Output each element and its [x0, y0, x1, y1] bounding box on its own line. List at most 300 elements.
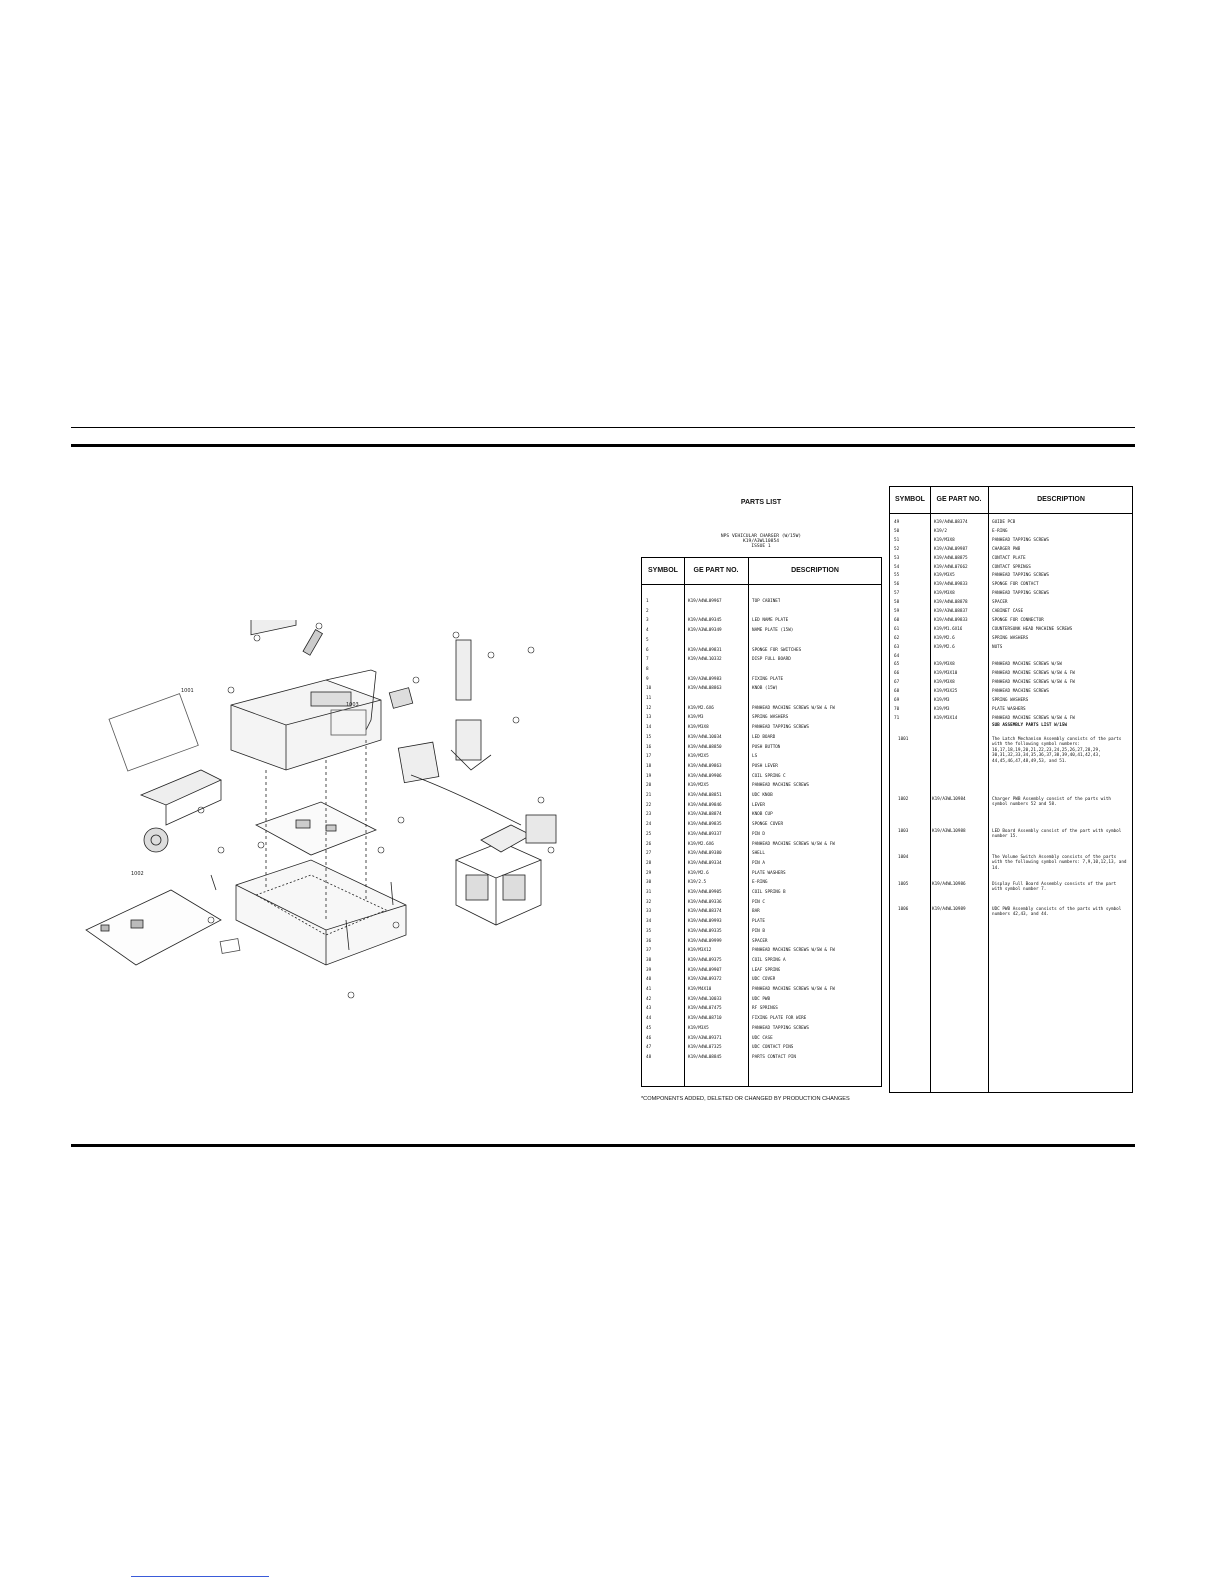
part-number-cell: K19/A4WL08878	[934, 600, 968, 606]
symbol-cell: 9	[646, 676, 649, 682]
header-description: DESCRIPTION	[1037, 496, 1085, 503]
part-number-cell: K19/M1.6X16	[934, 626, 963, 632]
description-cell: RF SPRINGS	[752, 1006, 778, 1012]
part-number-cell: K19/M2.6	[934, 635, 955, 641]
sub-description-cell: Charger PWB Assembly consist of the parts with symbol numbers 52 and 58.	[992, 797, 1111, 808]
symbol-cell: 70	[894, 706, 900, 712]
sub-description-cell: The Volume Switch Assembly consists of the parts with the following symbol numbers: 7,9,10,12,13, and 14.	[992, 855, 1127, 871]
description-cell: PANHEAD TAPPING SCREWS	[992, 573, 1049, 579]
symbol-cell: 57	[894, 591, 900, 597]
part-number-cell: K19/M3X8	[934, 537, 955, 543]
sub-part-number-cell: K19/A4WL10986	[932, 882, 966, 887]
symbol-cell: 65	[894, 662, 900, 668]
part-number-cell: K19/M2.6	[934, 644, 955, 650]
part-number-cell: K19/A4WL09846	[688, 802, 722, 808]
description-cell: PANHEAD MACHINE SCREWS	[752, 783, 809, 789]
table-row	[890, 706, 1132, 714]
description-cell: PLATE	[752, 919, 765, 925]
description-cell: COIL SPRING C	[752, 773, 786, 779]
table-row	[642, 714, 881, 722]
description-cell: SPONGE FOR CONTACT	[992, 582, 1039, 588]
part-number-cell: K19/A4WL09993	[688, 919, 722, 925]
symbol-cell: 32	[646, 899, 652, 905]
table-row	[642, 870, 881, 878]
symbol-cell: 10	[646, 686, 652, 692]
table-row	[642, 656, 881, 664]
part-number-cell: K19/A4WL09336	[688, 899, 722, 905]
table-row	[890, 537, 1132, 545]
symbol-cell: 19	[646, 773, 652, 779]
table-row	[890, 590, 1132, 598]
symbol-cell: 56	[894, 582, 900, 588]
description-cell: PLATE WASHERS	[992, 706, 1026, 712]
table-row	[890, 572, 1132, 580]
description-cell: E-RING	[992, 528, 1008, 534]
header-part-no: GE PART NO.	[693, 567, 739, 574]
part-number-cell: K19/2.5	[688, 880, 707, 886]
symbol-cell: 8	[646, 666, 649, 672]
header-symbol: SYMBOL	[895, 496, 925, 503]
symbol-cell: 67	[894, 680, 900, 686]
table-row	[890, 608, 1132, 616]
table-row	[642, 928, 881, 936]
table-row	[642, 666, 881, 674]
symbol-cell: 34	[646, 919, 652, 925]
parts-list-subtitle-2: K19/A3WL10854	[743, 539, 779, 544]
part-number-cell: K19/A4WL10034	[688, 734, 722, 740]
symbol-cell: 21	[646, 793, 652, 798]
part-number-cell: K19/A4WL09375	[688, 957, 722, 963]
description-cell: PIN D	[752, 831, 765, 837]
description-cell: PANHEAD MACHINE SCREWS W/SW & FW	[992, 680, 1075, 686]
description-cell: PARTS CONTACT PIN	[752, 1054, 796, 1060]
description-cell: DISP FULL BOARD	[752, 657, 791, 663]
description-cell: PANHEAD MACHINE SCREWS W/SW & FW	[752, 705, 835, 711]
part-number-cell: K19/M3X5	[688, 1025, 709, 1031]
table-row	[642, 967, 881, 975]
description-cell: GUIDE PCB	[992, 520, 1016, 525]
table-row	[642, 841, 881, 849]
symbol-cell: 66	[894, 671, 900, 677]
symbol-cell: 26	[646, 841, 652, 847]
sub-symbol-cell: 1004	[898, 855, 909, 860]
description-cell: NAME PLATE (15W)	[752, 628, 794, 634]
table-row	[642, 598, 881, 606]
symbol-cell: 59	[894, 609, 900, 614]
description-cell: LEAF SPRING	[752, 967, 781, 973]
sub-symbol-cell: 1001	[898, 737, 909, 742]
exploded-view-diagram	[71, 620, 601, 1015]
callout-1004: 1001	[181, 688, 194, 694]
symbol-cell: 3	[646, 618, 649, 624]
description-cell: UDC KNOB	[752, 793, 773, 798]
table-row	[890, 688, 1132, 696]
part-number-cell: K19/A4WL09999	[688, 938, 722, 944]
symbol-cell: 46	[646, 1035, 652, 1041]
symbol-cell: 17	[646, 754, 652, 760]
table-row	[890, 564, 1132, 572]
table-row	[890, 635, 1132, 643]
table-row	[890, 528, 1132, 536]
table-row	[890, 581, 1132, 589]
table-row	[642, 753, 881, 761]
header-description: DESCRIPTION	[791, 567, 839, 574]
description-cell: TOP CABINET	[752, 599, 781, 604]
description-cell: LED BOARD	[752, 734, 776, 740]
table-row	[642, 996, 881, 1004]
symbol-cell: 38	[646, 957, 652, 963]
table-row	[890, 555, 1132, 563]
sub-description-cell: UDC PWB Assembly consists of the parts with symbol numbers 42,43, and 44.	[992, 907, 1122, 918]
description-cell: SPONGE FOR SWITCHES	[752, 647, 802, 653]
sub-part-number-cell: K19/A3WL10988	[932, 829, 966, 834]
part-number-cell: K19/A3WL09987	[934, 546, 968, 552]
table-row	[642, 850, 881, 858]
part-number-cell: K19/M2.6X6	[688, 841, 714, 847]
symbol-cell: 58	[894, 600, 900, 606]
symbol-cell: 63	[894, 644, 900, 650]
symbol-cell: 27	[646, 851, 652, 857]
description-cell: CABINET CASE	[992, 609, 1024, 614]
symbol-cell: 45	[646, 1025, 652, 1031]
part-number-cell: K19/A3WL09371	[688, 1035, 722, 1041]
table-row	[642, 608, 881, 616]
table-row	[642, 860, 881, 868]
symbol-cell: 22	[646, 802, 652, 808]
sub-part-number-cell: K19/A3WL10984	[932, 797, 966, 802]
table-row	[642, 899, 881, 907]
description-cell: COUNTERSUNK HEAD MACHINE SCREWS	[992, 626, 1073, 632]
table-row	[642, 734, 881, 742]
description-cell: LEVER	[752, 802, 765, 808]
table-row	[642, 986, 881, 994]
symbol-cell: 30	[646, 880, 652, 886]
symbol-cell: 18	[646, 763, 652, 769]
table-row	[642, 1025, 881, 1033]
table-row	[642, 831, 881, 839]
description-cell: E-RING	[752, 880, 768, 886]
parts-list-left	[641, 480, 881, 1110]
table-row	[642, 1054, 881, 1062]
part-number-cell: K19/A4WL09334	[688, 860, 722, 866]
symbol-cell: 36	[646, 938, 652, 944]
part-number-cell: K19/A4WL09345	[688, 618, 722, 624]
sub-symbol-cell: 1003	[898, 829, 909, 834]
part-number-cell: K19/M3X14	[934, 715, 958, 721]
part-number-cell: K19/A3WL08837	[934, 609, 968, 614]
symbol-cell: 51	[894, 537, 900, 543]
part-number-cell: K19/M2.6X6	[688, 705, 714, 711]
description-cell: SPRING WASHERS	[992, 635, 1029, 641]
description-cell: UDC COVER	[752, 977, 776, 983]
part-number-cell: K19/M3	[934, 706, 950, 712]
symbol-cell: 12	[646, 705, 652, 711]
symbol-cell: 35	[646, 928, 652, 934]
part-number-cell: K19/A4WL10332	[688, 657, 722, 663]
table-row	[890, 617, 1132, 625]
table-header	[890, 487, 1132, 514]
svg-text:1002: 1002	[131, 871, 144, 877]
description-cell: SPRING WASHERS	[992, 698, 1029, 703]
table-row	[642, 792, 881, 800]
table-row	[642, 821, 881, 829]
table-row	[642, 908, 881, 916]
table-row	[642, 879, 881, 887]
part-number-cell: K19/M4X10	[688, 987, 712, 992]
description-cell: PIN A	[752, 860, 765, 866]
table-row	[890, 599, 1132, 607]
description-cell: CONTACT PLATE	[992, 555, 1026, 561]
description-cell: KNOB CUP	[752, 812, 773, 818]
part-number-cell: K19/A4WL10033	[688, 996, 722, 1002]
symbol-cell: 60	[894, 617, 900, 623]
description-cell: PUSH LEVER	[752, 763, 778, 769]
part-number-cell: K19/M3X8	[934, 591, 955, 597]
symbol-cell: 1	[646, 599, 649, 604]
parts-list-subtitle-3: ISSUE 1	[751, 544, 771, 549]
symbol-cell: 61	[894, 626, 900, 632]
part-number-cell: K19/A4WL07662	[934, 564, 968, 570]
table-row	[642, 976, 881, 984]
symbol-cell: 31	[646, 890, 652, 895]
description-cell: PANHEAD MACHINE SCREWS W/SW & FW	[752, 841, 835, 847]
description-cell: PANHEAD MACHINE SCREWS	[992, 689, 1049, 695]
part-number-cell: K19/A4WL08875	[934, 555, 968, 561]
table-row	[642, 802, 881, 810]
table-row	[642, 647, 881, 655]
description-cell: PLATE WASHERS	[752, 870, 786, 876]
top-thin-rule	[71, 427, 1135, 428]
description-cell: SPONGE FOR CONNECTOR	[992, 617, 1044, 623]
symbol-cell: 11	[646, 696, 652, 701]
description-cell: NUTS	[992, 644, 1003, 650]
description-cell: PIN B	[752, 928, 765, 934]
symbol-cell: 15	[646, 734, 652, 740]
parts-list-subtitle-1: NPS VEHICULAR CHARGER (W/15W)	[720, 534, 802, 539]
table-row	[642, 1035, 881, 1043]
symbol-cell: 5	[646, 637, 649, 643]
description-cell: UDC CONTACT PINS	[752, 1045, 794, 1051]
description-cell: SPONGE COVER	[752, 822, 784, 828]
symbol-cell: 23	[646, 812, 652, 818]
part-number-cell: K19/A4WL09905	[688, 890, 722, 895]
part-number-cell: K19/A4WL09335	[688, 928, 722, 934]
description-cell: PANHEAD MACHINE SCREWS W/SW & FW	[752, 948, 835, 954]
symbol-cell: 42	[646, 996, 652, 1002]
top-thick-rule	[71, 444, 1135, 447]
part-number-cell: K19/A4WL09967	[688, 599, 722, 604]
part-number-cell: K19/A4WL09835	[688, 822, 722, 828]
parts-table-right	[889, 486, 1133, 1093]
header-part-no: GE PART NO.	[936, 496, 982, 503]
description-cell: KNOB (15W)	[752, 686, 778, 692]
description-cell: FIXING PLATE	[752, 676, 784, 682]
symbol-cell: 4	[646, 628, 649, 634]
description-cell: LS	[752, 754, 758, 760]
table-row	[642, 782, 881, 790]
symbol-cell: 2	[646, 608, 649, 614]
symbol-cell: 25	[646, 831, 652, 837]
description-cell: CONTACT SPRINGS	[992, 564, 1031, 570]
symbol-cell: 64	[894, 653, 900, 659]
production-changes-footnote: *COMPONENTS ADDED, DELETED OR CHANGED BY PRODUCTION CHANGES	[641, 1096, 850, 1102]
part-number-cell: K19/A4WL08710	[688, 1016, 722, 1022]
description-cell: PANHEAD MACHINE SCREWS W/SW & FW	[992, 671, 1075, 677]
part-number-cell: K19/A4WL09863	[688, 763, 722, 769]
sub-description-cell: The Latch Mechanism Assembly consists of the parts with the following symbol numbers: 16,17,18,19,20,21,22,23,24,25,26,27,28,29, 30,31,32,33,34,35,36,37,38,39,40,41,42,43, 44,45,46,47,48,49,53, and 51.	[992, 737, 1122, 764]
description-cell: PANHEAD MACHINE SCREWS W/SW & FW	[752, 987, 835, 992]
sub-symbol-cell: 1005	[898, 882, 909, 887]
description-cell: BAR	[752, 909, 760, 915]
part-number-cell: K19/M2X5	[688, 783, 709, 789]
table-row	[890, 679, 1132, 687]
table-row	[642, 918, 881, 926]
description-cell: FIXING PLATE FOR WIRE	[752, 1016, 807, 1022]
part-number-cell: K19/A3WL09349	[688, 628, 722, 634]
symbol-cell: 43	[646, 1006, 652, 1012]
table-row	[642, 744, 881, 752]
symbol-cell: 16	[646, 744, 652, 750]
table-row	[642, 773, 881, 781]
bottom-link-underline	[131, 1576, 269, 1577]
part-number-cell: K19/A4WL08863	[688, 686, 722, 692]
symbol-cell: 39	[646, 967, 652, 973]
table-row	[642, 1044, 881, 1052]
parts-list-title: PARTS LIST	[740, 499, 782, 506]
symbol-cell: 52	[894, 546, 900, 552]
table-row	[642, 889, 881, 897]
part-number-cell: K19/A4WL08374	[934, 520, 968, 525]
symbol-cell: 68	[894, 689, 900, 695]
part-number-cell: K19/M3	[688, 715, 704, 721]
table-header	[642, 558, 881, 585]
table-row	[890, 546, 1132, 554]
symbol-cell: 33	[646, 909, 652, 915]
symbol-cell: 6	[646, 647, 649, 653]
symbol-cell: 50	[894, 528, 900, 534]
description-cell: COIL SPRING B	[752, 890, 786, 895]
table-row	[642, 947, 881, 955]
symbol-cell: 48	[646, 1054, 652, 1060]
description-cell: SPACER	[752, 938, 768, 944]
symbol-cell: 41	[646, 987, 652, 992]
table-row	[890, 697, 1132, 705]
part-number-cell: K19/A4WL08374	[688, 909, 722, 915]
table-row	[642, 685, 881, 693]
part-number-cell: K19/M3	[934, 698, 950, 703]
description-cell: PANHEAD TAPPING SCREWS	[992, 591, 1049, 597]
description-cell: PANHEAD MACHINE SCREWS W/SW	[992, 662, 1062, 668]
table-row	[890, 661, 1132, 669]
symbol-cell: 40	[646, 977, 652, 983]
table-row	[642, 637, 881, 645]
part-number-cell: K19/M3X12	[688, 948, 712, 954]
part-number-cell: K19/2	[934, 528, 947, 534]
table-row	[642, 1015, 881, 1023]
table-row	[642, 695, 881, 703]
symbol-cell: 28	[646, 860, 652, 866]
part-number-cell: K19/A4WL09833	[934, 582, 968, 588]
table-row	[890, 653, 1132, 661]
description-cell: PANHEAD TAPPING SCREWS	[752, 1025, 809, 1031]
description-cell: PIN C	[752, 899, 765, 905]
table-row	[890, 715, 1132, 723]
part-number-cell: K19/M3X8	[934, 662, 955, 668]
symbol-cell: 54	[894, 564, 900, 570]
symbol-cell: 62	[894, 635, 900, 641]
svg-text:1003: 1003	[346, 702, 359, 708]
symbol-cell: 69	[894, 698, 900, 703]
symbol-cell: 29	[646, 870, 652, 876]
table-row	[642, 627, 881, 635]
description-cell: COIL SPRING A	[752, 957, 786, 963]
part-number-cell: K19/A4WL08850	[688, 744, 722, 750]
symbol-cell: 20	[646, 783, 652, 789]
parts-table-left	[641, 557, 882, 1087]
description-cell: SPACER	[992, 600, 1008, 606]
description-cell: LED NAME PLATE	[752, 618, 789, 624]
table-row	[642, 763, 881, 771]
symbol-cell: 13	[646, 715, 652, 721]
description-cell: UDC CASE	[752, 1035, 773, 1041]
symbol-cell: 53	[894, 555, 900, 561]
part-number-cell: K19/A4WL09380	[688, 851, 722, 857]
part-number-cell: K19/A3WL09983	[688, 676, 722, 682]
symbol-cell: 37	[646, 948, 652, 954]
table-row	[642, 724, 881, 732]
header-symbol: SYMBOL	[648, 567, 678, 574]
part-number-cell: K19/M3X8	[934, 680, 955, 686]
part-number-cell: K19/A4WL09833	[934, 617, 968, 623]
description-cell: PANHEAD TAPPING SCREWS	[752, 725, 809, 731]
table-row	[890, 626, 1132, 634]
table-row	[642, 957, 881, 965]
part-number-cell: K19/A3WL08874	[688, 812, 722, 818]
part-number-cell: K19/M2.6	[688, 870, 709, 876]
part-number-cell: K19/A3WL09372	[688, 977, 722, 983]
part-number-cell: K19/M2X5	[688, 754, 709, 760]
symbol-cell: 55	[894, 573, 900, 579]
part-number-cell: K19/A4WL09906	[688, 773, 722, 779]
part-number-cell: K19/M3X10	[934, 671, 958, 677]
table-row	[642, 676, 881, 684]
sub-part-number-cell: K19/A4WL10989	[932, 907, 966, 912]
table-row	[642, 938, 881, 946]
symbol-cell: 24	[646, 822, 652, 828]
part-number-cell: K19/A4WL08851	[688, 793, 722, 798]
bottom-rule	[71, 1144, 1135, 1147]
symbol-cell: 47	[646, 1045, 652, 1051]
symbol-cell: 44	[646, 1016, 652, 1022]
sub-symbol-cell: 1006	[898, 907, 909, 912]
symbol-cell: 7	[646, 657, 649, 663]
table-row	[890, 519, 1132, 527]
part-number-cell: K19/A4WL09831	[688, 647, 722, 653]
part-number-cell: K19/A4WL07325	[688, 1045, 722, 1051]
symbol-cell: 49	[894, 520, 900, 525]
description-cell: SHELL	[752, 851, 765, 857]
description-cell: CHARGER PWB	[992, 546, 1021, 552]
table-row	[642, 811, 881, 819]
description-cell: SPRING WASHERS	[752, 715, 789, 721]
table-row	[642, 1005, 881, 1013]
table-row	[890, 644, 1132, 652]
description-cell: PANHEAD TAPPING SCREWS	[992, 537, 1049, 543]
sub-description-cell: Display Full Board Assembly consists of the part with symbol number 7.	[992, 882, 1117, 893]
sub-description-cell: LED Board Assembly consist of the part with symbol number 15.	[992, 829, 1122, 840]
sub-symbol-cell: 1002	[898, 797, 909, 802]
symbol-cell: 14	[646, 725, 652, 731]
